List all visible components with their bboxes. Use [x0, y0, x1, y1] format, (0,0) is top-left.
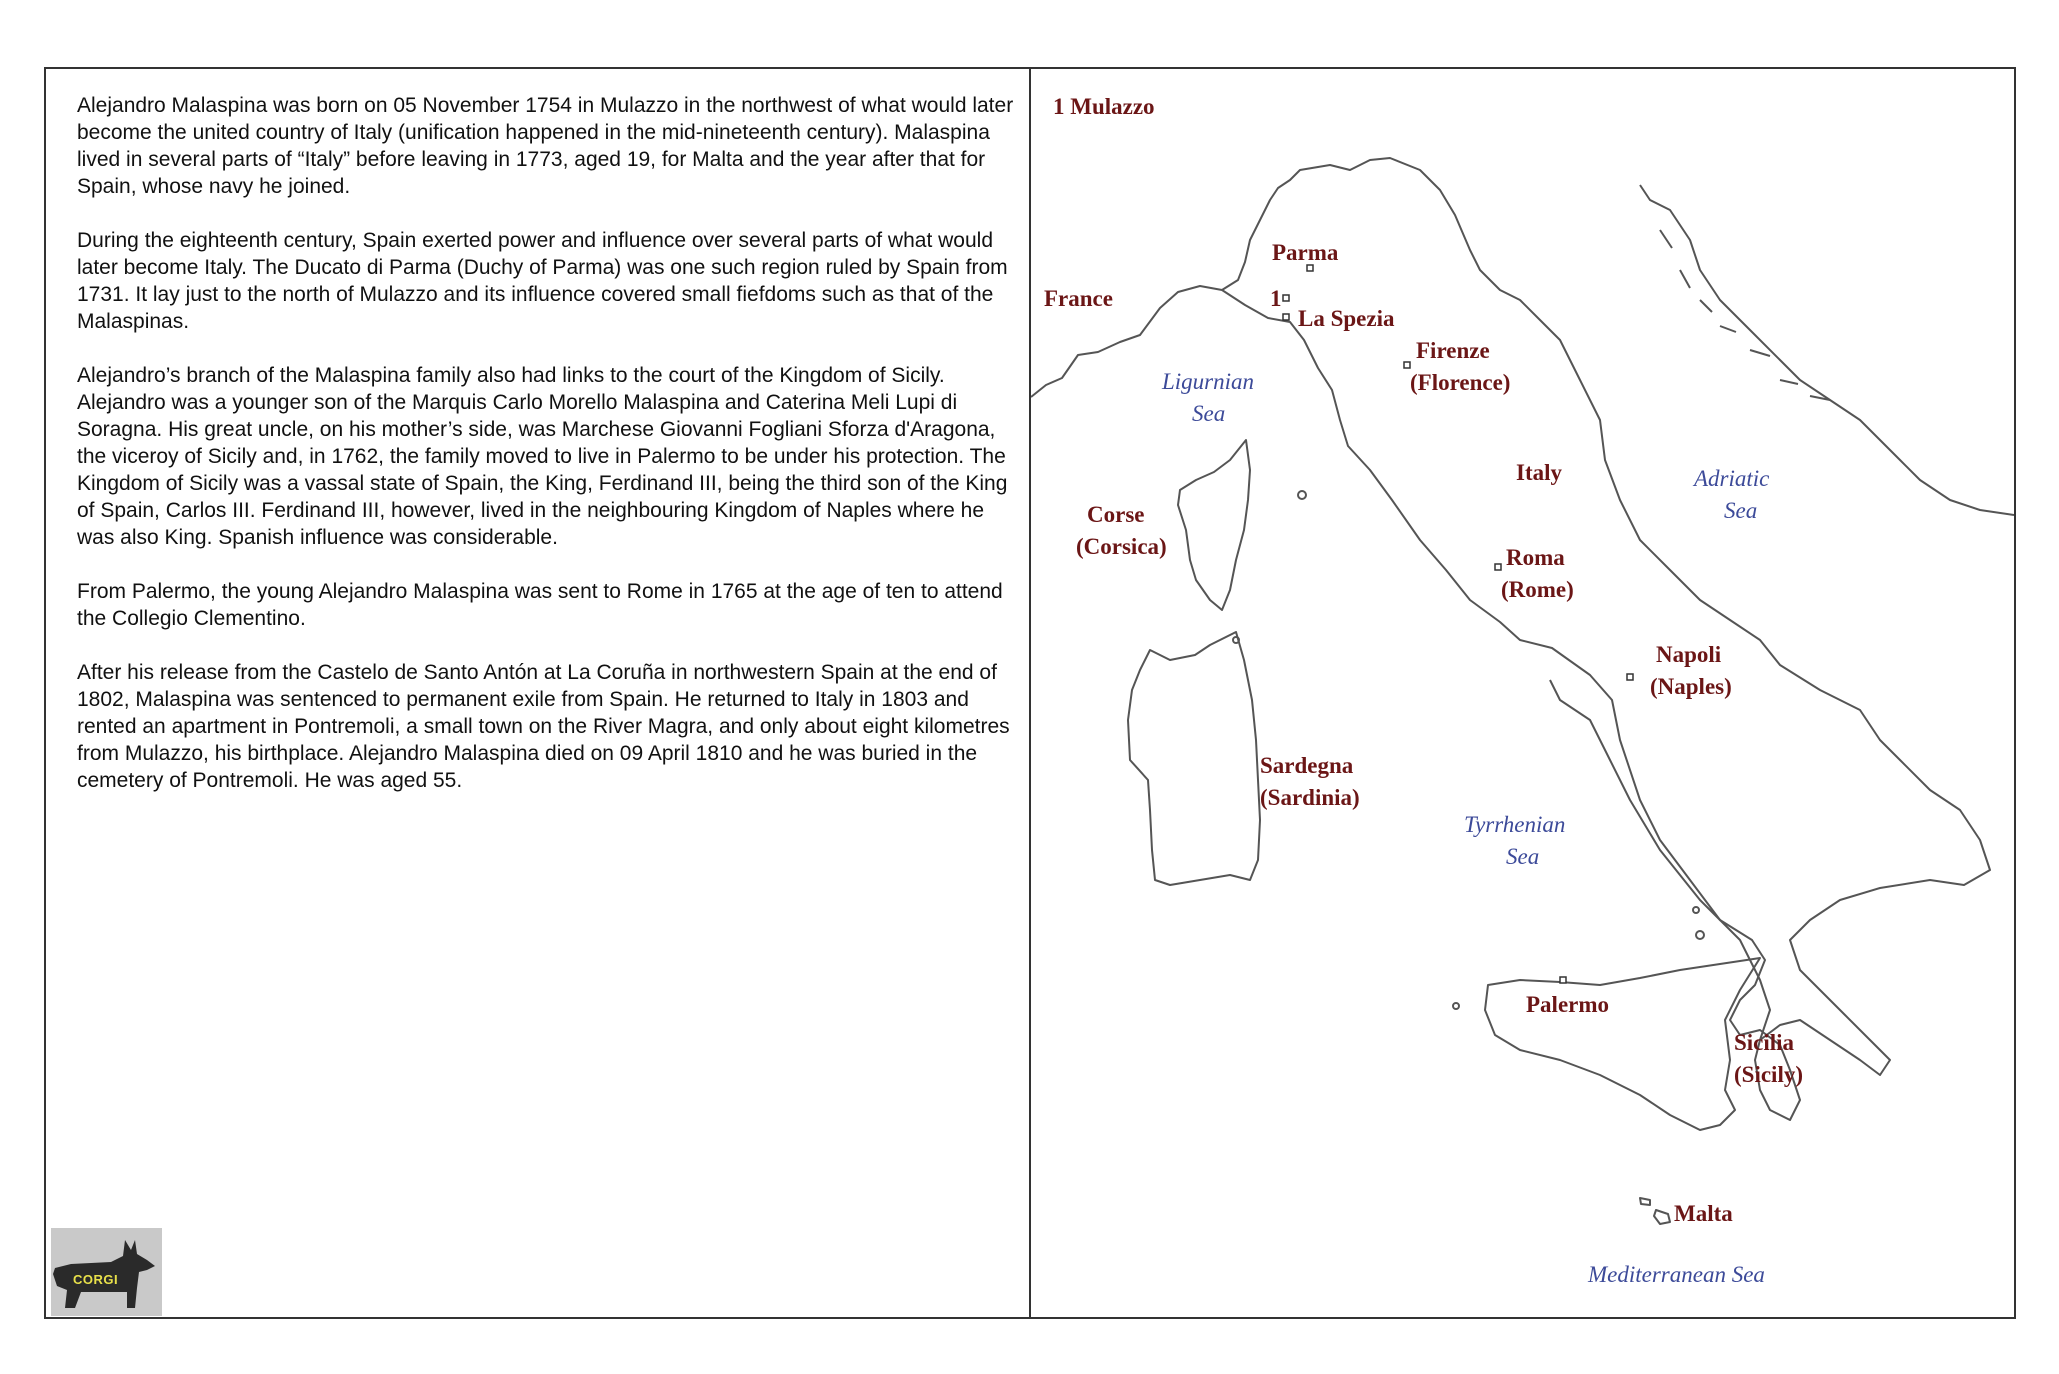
label-italy: Italy	[1516, 460, 1562, 485]
label-adriatic-sea-2: Sea	[1724, 498, 1758, 523]
paragraph-rome: From Palermo, the young Alejandro Malaspina was sent to Rome in 1765 at the age of ten to attend the Collegio Clementino.	[77, 580, 1003, 630]
label-ligurian-sea-2: Sea	[1192, 401, 1226, 426]
roma-marker	[1495, 564, 1501, 570]
label-ligurian-sea-1: Ligurnian	[1162, 369, 1255, 394]
biography-text	[77, 92, 1022, 821]
label-napoli: Napoli	[1656, 642, 1722, 667]
label-la-spezia: La Spezia	[1298, 306, 1395, 331]
label-rome: (Rome)	[1501, 577, 1574, 602]
corgi-logo	[51, 1228, 162, 1316]
sardinia-coastline	[1128, 632, 1260, 885]
malta-coastline	[1654, 1210, 1670, 1224]
label-malta: Malta	[1674, 1201, 1733, 1226]
map-legend: 1 Mulazzo	[1053, 94, 1155, 119]
island-elba	[1298, 491, 1306, 499]
corsica-coastline	[1178, 440, 1250, 610]
palermo-marker	[1560, 977, 1566, 983]
label-mediterranean-sea: Mediterranean Sea	[1588, 1262, 1765, 1287]
label-sardinia: (Sardinia)	[1260, 785, 1360, 810]
label-palermo: Palermo	[1526, 992, 1610, 1017]
label-sicily: (Sicily)	[1734, 1062, 1803, 1087]
sicily-coastline	[1485, 958, 1760, 1130]
paragraph-exile: After his release from the Castelo de Santo Antón at La Coruña in northwestern Spain at the end of 1802, Malaspina was sentenced to permanent exile from Spain. He returned to Italy in 1803 and rented an apartment in Pontremoli, a small town on the River Magra, and only about eight kilometres from Mulazzo, his birthplace. Alejandro Malaspina died on 09 April 1810 and he was buried in the cemetery of Pontremoli. He was aged 55.	[77, 661, 1010, 792]
island-la-maddalena	[1233, 637, 1239, 643]
napoli-marker	[1627, 674, 1633, 680]
island-stromboli	[1693, 907, 1699, 913]
label-corse: Corse	[1087, 502, 1145, 527]
logo-text: CORGI	[73, 1272, 119, 1287]
label-florence: (Florence)	[1410, 370, 1511, 395]
southern-boot-coastline	[1550, 680, 1770, 1040]
paragraph-family-links: Alejandro’s branch of the Malaspina family also had links to the court of the Kingdom of Sicily. Alejandro was a younger son of the Marquis Carlo Morello Malaspina and Caterina Meli Lupi di Soragna. His great uncle, on his mother’s side, was Marchese Giovanni Fogliani Sforza d'Aragona, the viceroy of Sicily and, in 1762, the family moved to live in Palermo to be under his protection. The Kingdom of Sicily was a vassal state of Spain, the King, Ferdinand III, being the third son of the King of Spain, Carlos III. Ferdinand III, however, lived in the neighbouring Kingdom of Naples where he was also King. Spanish influence was considerable.	[77, 364, 1008, 549]
label-tyrrhenian-sea-2: Sea	[1506, 844, 1540, 869]
dalmatian-islands	[1660, 230, 1830, 400]
paragraph-birth: Alejandro Malaspina was born on 05 November 1754 in Mulazzo in the northwest of what would later become the united country of Italy (unification happened in the mid-nineteenth century). Malaspina lived in several parts of “Italy” before leaving in 1773, aged 19, for Malta and the year after that for Spain, whose navy he joined.	[77, 94, 1014, 198]
mainland-coastline	[1031, 158, 1990, 1120]
label-roma: Roma	[1506, 545, 1565, 570]
island-lipari	[1696, 931, 1704, 939]
label-adriatic-sea-1: Adriatic	[1694, 466, 1770, 491]
label-tyrrhenian-sea-1: Tyrrhenian	[1464, 812, 1566, 837]
parma-marker	[1307, 265, 1313, 271]
la-spezia-marker	[1283, 314, 1289, 320]
italy-map	[1031, 69, 2014, 1317]
mulazzo-marker	[1283, 295, 1289, 301]
paragraph-spain-influence: During the eighteenth century, Spain exerted power and influence over several parts of what would later become Italy. The Ducato di Parma (Duchy of Parma) was one such region ruled by Spain from 1731. It lay just to the north of Mulazzo and its influence covered small fiefdoms such as that of the Malaspinas.	[77, 229, 1008, 333]
label-mulazzo-marker: 1	[1270, 286, 1282, 311]
gozo-coastline	[1640, 1198, 1650, 1205]
label-sicilia: Sicilia	[1734, 1030, 1795, 1055]
label-sardegna: Sardegna	[1260, 753, 1354, 778]
label-firenze: Firenze	[1416, 338, 1490, 363]
firenze-marker	[1404, 362, 1410, 368]
label-naples: (Naples)	[1650, 674, 1732, 699]
label-france: France	[1044, 286, 1113, 311]
label-corsica: (Corsica)	[1076, 534, 1167, 559]
island-egadi	[1453, 1003, 1459, 1009]
label-parma: Parma	[1272, 240, 1339, 265]
